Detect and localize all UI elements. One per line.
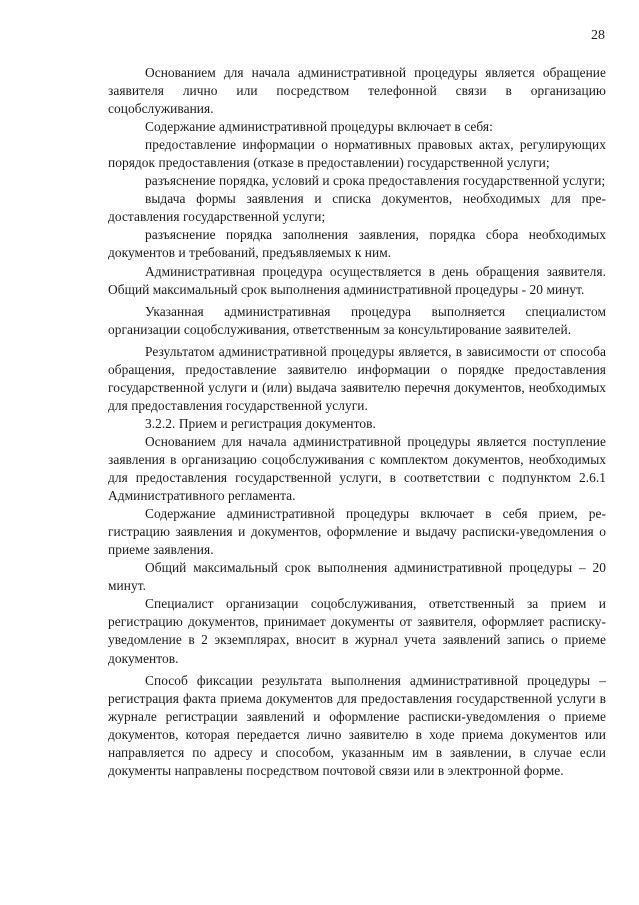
- paragraph: разъяснение порядка заполнения заявления, порядка сбора необходимых документов и требований, предъявляемых к ним.: [108, 227, 606, 261]
- paragraph: предоставление информации о нормативных правовых актах, регулирующих порядок предоставления (отказе в предоставлении) государственной услуги;: [108, 137, 606, 171]
- paragraph: разъяснение порядка, условий и срока предоставления государственной услуги;: [145, 173, 606, 189]
- paragraph: Специалист организации соцобслуживания, ответственный за прием и регистрацию документов, принимает документы от заявителя, оформляет расписку-уведомление в 2 экземплярах, вносит в журнал учета заявлений запись о приеме документов.: [108, 596, 606, 666]
- paragraph: Основанием для начала административной процедуры является обращение заявителя лично или посредством телефонной связи в организацию соцобслуживания.: [108, 65, 606, 117]
- page-number: 28: [591, 28, 605, 43]
- section-heading: 3.2.2. Прием и регистрация документов.: [145, 415, 376, 431]
- paragraph: выдача формы заявления и списка документов, необходимых для предоставления государственной услуги;: [108, 191, 606, 225]
- paragraph: Указанная административная процедура выполняется специалистом организации соцобслуживания, ответственным за консультирование заявителей.: [108, 303, 606, 337]
- paragraph: Способ фиксации результата выполнения административной процедуры – регистрация факта приема документов для предоставления государственной услуги в журнале регистрации заявлений и оформление расписки-уведомления о приеме документов, которая передается лично заявителю в ходе приема документов или направляется по адресу и способом, указанным им в заявлении, в случае если документы направлены посредством почтовой связи или в электронной форме.: [108, 672, 606, 778]
- paragraph: Основанием для начала административной процедуры является поступление заявления в организацию соцобслуживания с комплектом документов, необходимых для предоставления государственной услуги, в соответствии с подпунктом 2.6.1 Административного регламента.: [108, 433, 606, 504]
- paragraph: Административная процедура осуществляется в день обращения заявителя. Общий максимальный срок выполнения административной процедуры - 20 минут.: [108, 263, 606, 297]
- paragraph: Общий максимальный срок выполнения административной процедуры – 20 минут.: [108, 560, 606, 594]
- paragraph: Содержание административной процедуры включает в себя:: [145, 119, 493, 135]
- document-body: [108, 64, 606, 780]
- paragraph: Содержание административной процедуры включает в себя прием, регистрацию заявления и документов, оформление и выдачу расписки-уведомления о приеме заявления.: [108, 506, 606, 558]
- paragraph: Результатом административной процедуры является, в зависимости от способа обращения, предоставление заявителю информации о порядке предоставления государственной услуги и (или) выдача заявителю перечня документов, необходимых для предоставления государственной услуги.: [108, 343, 606, 413]
